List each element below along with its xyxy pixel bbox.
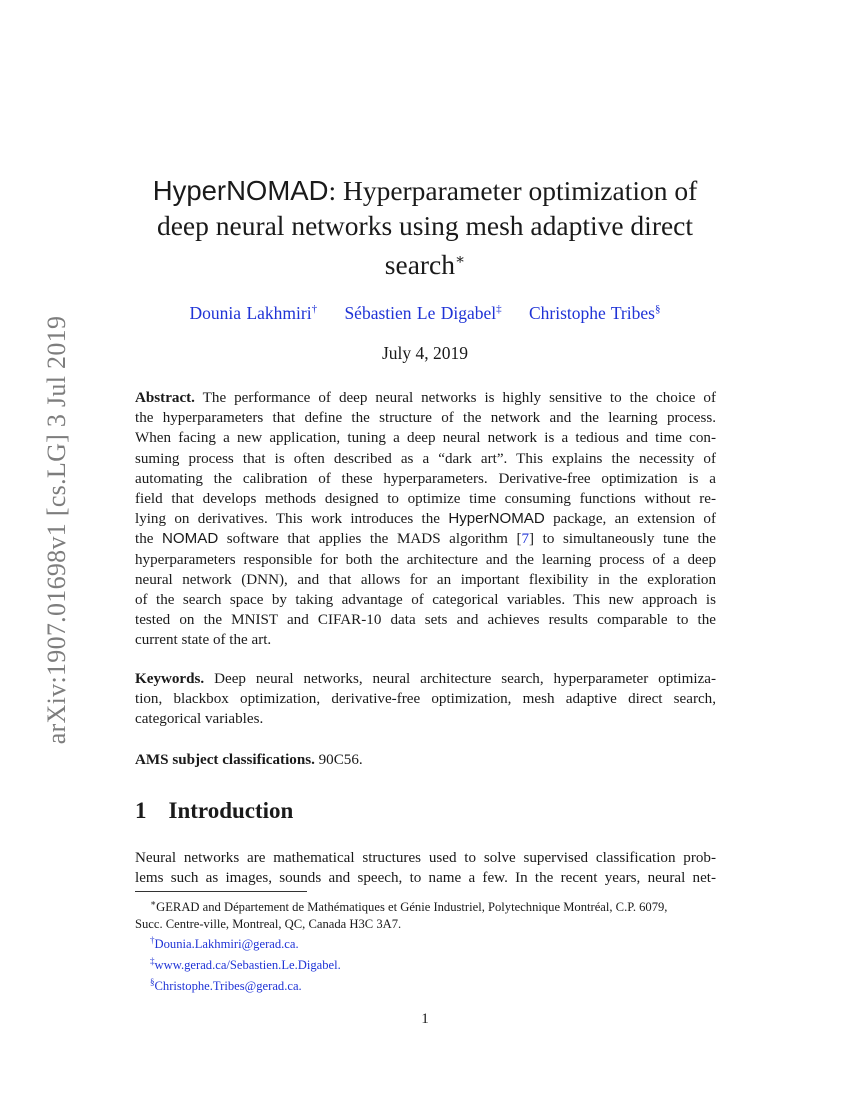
- ams-line: AMS subject classifications. 90C56.: [135, 752, 363, 768]
- title-line-1: HyperNOMAD: Hyperparameter optimization of: [152, 175, 698, 206]
- abstract-line: suming process that is often described as a “dark art”. This explains the necessity of: [135, 450, 716, 467]
- abstract-line: hyperparameters responsible for both the architecture and the learning process of a deep: [135, 551, 716, 568]
- abstract-line: tested on the MNIST and CIFAR-10 data sets and achieves results comparable to the: [135, 612, 716, 629]
- keywords-line: Keywords. Deep neural networks, neural architecture search, hyperparameter optimiza-: [135, 671, 716, 687]
- abstract-line: of the search space by taking advantage of categorical variables. This new approach is: [135, 592, 716, 609]
- title-line-3: search∗: [384, 249, 466, 281]
- hypernomad-name: HyperNOMAD: [448, 510, 545, 528]
- footnote-email-tribes: §Christophe.Tribes@gerad.ca.: [150, 976, 302, 993]
- title-software-name: HyperNOMAD: [152, 175, 329, 206]
- arxiv-identifier-stamp: arXiv:1907.01698v1 [cs.LG] 3 Jul 2019: [42, 315, 71, 745]
- abstract-line: current state of the art.: [135, 632, 272, 649]
- email-link-lakhmiri[interactable]: Dounia.Lakhmiri@gerad.ca.: [154, 937, 299, 952]
- paper-date: July 4, 2019: [381, 343, 469, 363]
- web-link-le-digabel[interactable]: www.gerad.ca/Sebastien.Le.Digabel.: [154, 958, 341, 973]
- ams-label: AMS subject classifications.: [135, 752, 315, 768]
- section-number: 1: [135, 798, 147, 823]
- abstract-line: automating the calibration of these hyperparameters. Derivative-free optimization is a: [135, 470, 716, 487]
- section-title-text: Introduction: [168, 798, 294, 823]
- footnote-rule: [135, 891, 307, 892]
- paper-title: [100, 173, 750, 282]
- intro-paragraph: [135, 848, 716, 888]
- intro-line: Neural networks are mathematical structures used to solve supervised classification prob-: [135, 850, 716, 866]
- title-line-2: deep neural networks using mesh adaptive direct: [156, 210, 694, 241]
- abstract-line: neural network (DNN), and that allows for an important flexibility in the exploration: [135, 571, 716, 588]
- author-link-le-digabel[interactable]: Sébastien Le Digabel‡: [344, 303, 502, 323]
- keywords-line: tion, blackbox optimization, derivative-free optimization, mesh adaptive direct search,: [135, 691, 716, 708]
- author-link-lakhmiri[interactable]: Dounia Lakhmiri†: [189, 303, 318, 323]
- intro-line: lems such as images, sounds and speech, to name a few. In the recent years, neural net-: [135, 870, 716, 887]
- keywords-paragraph: [135, 669, 716, 730]
- footnotes: [135, 895, 716, 994]
- citation-link[interactable]: 7: [521, 531, 530, 548]
- abstract-label: Abstract.: [135, 390, 195, 406]
- ams-classification: [135, 750, 716, 770]
- keywords-label: Keywords.: [135, 671, 205, 687]
- author-link-tribes[interactable]: Christophe Tribes§: [529, 303, 661, 323]
- abstract-line: When facing a new application, tuning a deep neural network is a tedious and time con-: [135, 430, 716, 447]
- section-heading: [135, 798, 293, 824]
- footnote-affiliation-cont: Succ. Centre-ville, Montreal, QC, Canada H3C 3A7.: [135, 916, 402, 931]
- abstract-line: Abstract. The performance of deep neural networks is highly sensitive to the choice of: [135, 390, 716, 406]
- abstract-line: lying on derivatives. This work introduces the HyperNOMAD package, an extension of: [135, 510, 716, 528]
- abstract-line: the NOMAD software that applies the MADS algorithm [7] to simultaneously tune the: [135, 530, 716, 548]
- footnote-affiliation: ∗GERAD and Département de Mathématiques et Génie Industriel, Polytechnique Montréal, C.P. 6079,: [150, 898, 668, 915]
- author-list: [120, 303, 730, 324]
- nomad-name: NOMAD: [162, 530, 219, 548]
- title-footnote-mark: ∗: [455, 252, 466, 268]
- abstract-line: field that develops methods designed to optimize time consuming functions without re-: [135, 491, 716, 508]
- footnote-email-lakhmiri: †Dounia.Lakhmiri@gerad.ca.: [150, 935, 299, 952]
- footnote-web-le-digabel: ‡www.gerad.ca/Sebastien.Le.Digabel.: [150, 955, 341, 973]
- page-number: 1: [421, 1011, 429, 1027]
- abstract-line: the hyperparameters that define the structure of the network and the learning process.: [135, 410, 716, 427]
- email-link-tribes[interactable]: Christophe.Tribes@gerad.ca.: [154, 978, 302, 993]
- abstract-paragraph: [135, 388, 716, 651]
- keywords-line: categorical variables.: [135, 711, 264, 728]
